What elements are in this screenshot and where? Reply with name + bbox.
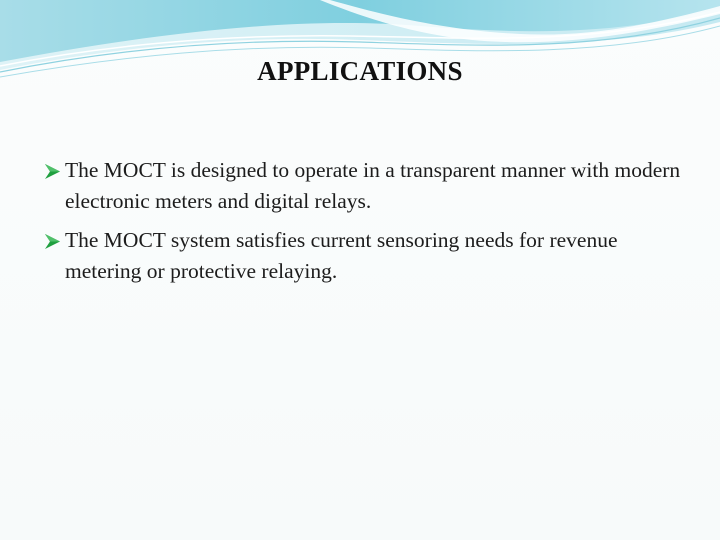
bullet-item <box>44 155 684 217</box>
bullet-list <box>44 155 684 295</box>
bullet-item <box>44 225 684 287</box>
bullet-text: The MOCT system satisfies current sensoring needs for revenue metering or protective relaying. <box>65 228 618 283</box>
arrowhead-bullet-icon <box>44 164 61 179</box>
bullet-text: The MOCT is designed to operate in a transparent manner with modern electronic meters and digital relays. <box>65 158 681 213</box>
slide-title: APPLICATIONS <box>257 56 463 86</box>
arrowhead-bullet-icon <box>44 234 61 249</box>
